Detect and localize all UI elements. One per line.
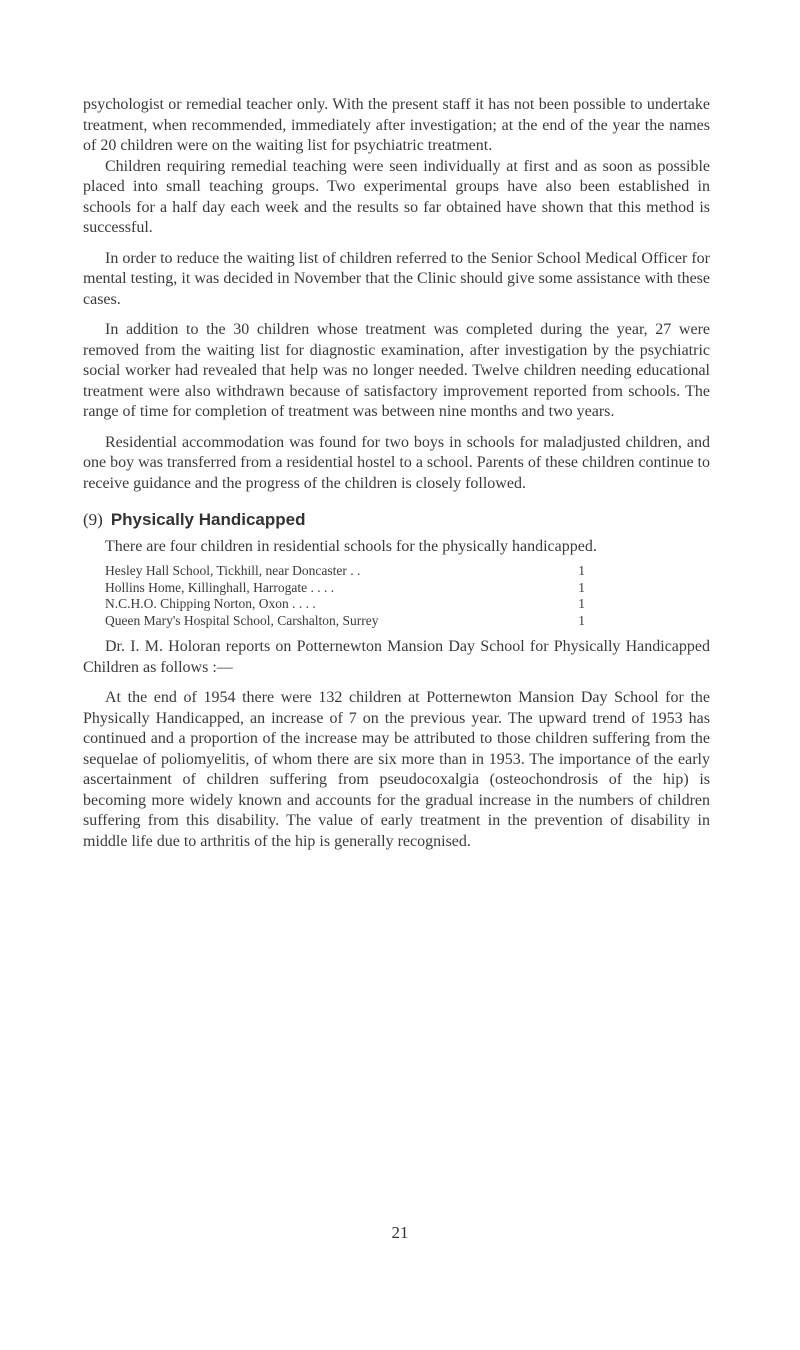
- section-number: (9): [83, 510, 103, 529]
- section-title: Physically Handicapped: [110, 510, 306, 529]
- paragraph-waiting-list: In order to reduce the waiting list of children referred to the Senior School Medical Officer for mental testing, it was decided in November that the Clinic should give some assistance with these cases.: [83, 249, 710, 308]
- school-list: [105, 563, 585, 629]
- page-number: 21: [391, 1223, 409, 1242]
- school-count: 1: [578, 612, 585, 628]
- section-intro: There are four children in residential schools for the physically handicapped.: [105, 537, 597, 555]
- paragraph-remedial-teaching: Children requiring remedial teaching were seen individually at first and as soon as possible placed into small teaching groups. Two experimental groups have also been established in schools for a half day each week and the results so far obtained have shown that this method is successful.: [83, 157, 710, 236]
- paragraph-residential-accommodation: Residential accommodation was found for two boys in schools for maladjusted children, and one boy was transferred from a residential hostel to a school. Parents of these children continue to receive guidance and the progress of the children is closely followed.: [83, 433, 710, 492]
- school-name: N.C.H.O. Chipping Norton, Oxon . . . .: [105, 596, 316, 611]
- section-heading: [83, 510, 710, 531]
- school-row: [105, 563, 585, 580]
- school-count: 1: [578, 596, 585, 611]
- paragraph-treatment-completed: In addition to the 30 children whose treatment was completed during the year, 27 were removed from the waiting list for diagnostic examination, after investigation by the psychiatric social worker had revealed that help was no longer needed. Twelve children needing educational treatment were also withdrawn because of satisfactory improvement reported from schools. The range of time for completion of treatment was between nine months and two years.: [83, 321, 710, 420]
- school-row: [105, 580, 585, 597]
- paragraph-psychologist: psychologist or remedial teacher only. With the present staff it has not been possible to undertake treatment, when recommended, immediately after investigation; at the end of the year the names of 20 children were on the waiting list for psychiatric treatment.: [83, 96, 710, 154]
- report-intro: Dr. I. M. Holoran reports on Potternewton Mansion Day School for Physically Handicapped Children as follows :—: [83, 638, 710, 676]
- school-count: 1: [578, 579, 585, 595]
- school-name: Hesley Hall School, Tickhill, near Doncaster . .: [105, 563, 361, 578]
- report-body: At the end of 1954 there were 132 children at Potternewton Mansion Day School for the Physically Handicapped, an increase of 7 on the previous year. The upward trend of 1953 has continued and a proportion of the increase may be attributed to those children suffering from the sequelae of poliomyelitis, of whom there are six more than in 1953. The importance of the early ascertainment of children suffering from pseudocoxalgia (osteochondrosis of the hip) is becoming more widely known and accounts for the gradual increase in the numbers of children suffering from this disability. The value of early treatment in the prevention of disability in middle life due to arthritis of the hip is generally recognised.: [83, 689, 710, 850]
- document-page: [83, 95, 710, 852]
- school-count: 1: [578, 563, 585, 578]
- school-row: [105, 613, 585, 630]
- school-name: Queen Mary's Hospital School, Carshalton, Surrey: [105, 612, 379, 628]
- school-row: [105, 596, 585, 613]
- school-name: Hollins Home, Killinghall, Harrogate . . . .: [105, 579, 335, 595]
